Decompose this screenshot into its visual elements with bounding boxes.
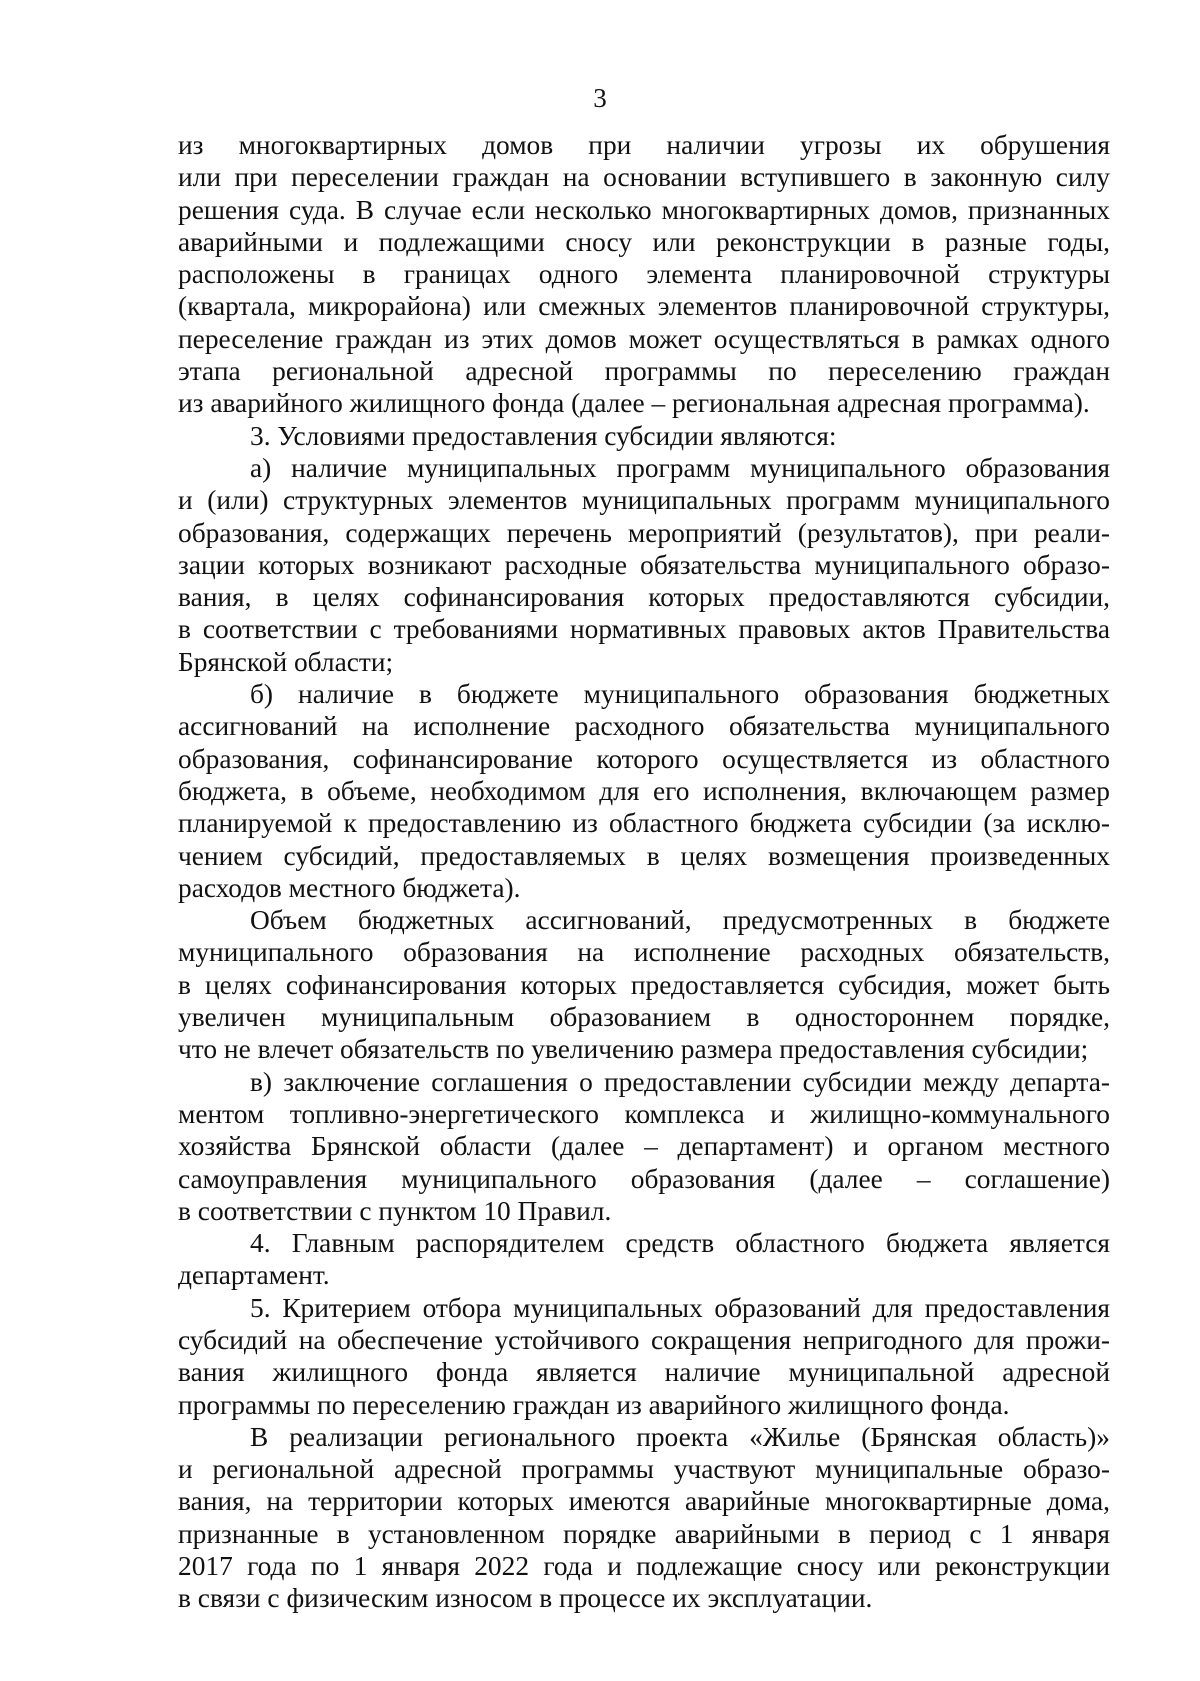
text-line: чением субсидий, предоставляемых в целях возмещения произведенных	[178, 840, 1110, 871]
text-line: что не влечет обязательств по увеличению размера предоставления субсидии;	[178, 1034, 1089, 1065]
text-line: из аварийного жилищного фонда (далее – региональная адресная программа).	[178, 388, 1090, 419]
text-line: самоуправления муниципального образования (далее – соглашение)	[178, 1163, 1110, 1194]
text-line: из многоквартирных домов при наличии угрозы их обрушения	[178, 130, 1110, 160]
text-line: в целях софинансирования которых предоставляется субсидия, может быть	[178, 969, 1110, 1000]
text-line: или при переселении граждан на основании вступившего в законную силу	[178, 162, 1110, 193]
text-line: вания, на территории которых имеются аварийные многоквартирные дома,	[178, 1486, 1110, 1517]
text-line: увеличен муниципальным образованием в одностороннем порядке,	[178, 1002, 1110, 1033]
text-line: решения суда. В случае если несколько многоквартирных домов, признанных	[178, 194, 1110, 225]
text-line: б) наличие в бюджете муниципального образования бюджетных	[250, 679, 1110, 710]
text-line: ассигнований на исполнение расходного обязательства муниципального	[178, 711, 1110, 742]
page-number: 3	[593, 83, 607, 113]
text-line: 2017 года по 1 января 2022 года и подлежащие сносу или реконструкции	[178, 1551, 1110, 1582]
text-line: и (или) структурных элементов муниципальных программ муниципального	[178, 485, 1110, 516]
text-line: расходов местного бюджета).	[178, 872, 521, 903]
text-line: (квартала, микрорайона) или смежных элементов планировочной структуры,	[178, 291, 1110, 322]
text-line: Брянской области;	[178, 646, 394, 677]
text-line: Объем бюджетных ассигнований, предусмотренных в бюджете	[250, 905, 1110, 936]
text-line: и региональной адресной программы участвуют муниципальные образо-	[178, 1454, 1110, 1485]
text-line: 5. Критерием отбора муниципальных образований для предоставления	[250, 1292, 1110, 1323]
text-line: расположены в границах одного элемента планировочной структуры	[178, 259, 1110, 290]
text-line: департамент.	[178, 1260, 330, 1291]
text-line: признанные в установленном порядке аварийными в период с 1 января	[178, 1518, 1110, 1549]
text-line: муниципального образования на исполнение расходных обязательств,	[178, 937, 1110, 968]
text-line: образования, содержащих перечень мероприятий (результатов), при реали-	[178, 517, 1110, 548]
text-line: в соответствии с пунктом 10 Правил.	[178, 1195, 612, 1226]
text-line: переселение граждан из этих домов может осуществляться в рамках одного	[178, 323, 1110, 354]
text-line: вания, в целях софинансирования которых предоставляются субсидии,	[178, 582, 1110, 613]
text-line: 3. Условиями предоставления субсидии являются:	[250, 420, 837, 451]
text-line: образования, софинансирование которого осуществляется из областного	[178, 743, 1110, 774]
text-line: этапа региональной адресной программы по переселению граждан	[178, 356, 1110, 387]
text-line: ментом топливно-энергетического комплекса и жилищно-коммунального	[178, 1098, 1110, 1129]
text-line: вания жилищного фонда является наличие муниципальной адресной	[178, 1357, 1110, 1388]
text-line: в связи с физическим износом в процессе их эксплуатации.	[178, 1583, 873, 1614]
text-line: аварийными и подлежащими сносу или реконструкции в разные годы,	[178, 226, 1110, 257]
text-line: зации которых возникают расходные обязательства муниципального образо-	[178, 549, 1110, 580]
text-line: планируемой к предоставлению из областного бюджета субсидии (за исклю-	[178, 808, 1110, 839]
text-line: в) заключение соглашения о предоставлении субсидии между департа-	[250, 1066, 1110, 1097]
text-line: субсидий на обеспечение устойчивого сокращения непригодного для прожи-	[178, 1324, 1110, 1355]
text-line: хозяйства Брянской области (далее – департамент) и органом местного	[178, 1131, 1110, 1162]
body-text	[178, 129, 1110, 1615]
text-line: В реализации регионального проекта «Жилье (Брянская область)»	[250, 1421, 1110, 1452]
text-line: а) наличие муниципальных программ муниципального образования	[250, 452, 1110, 483]
text-line: бюджета, в объеме, необходимом для его исполнения, включающем размер	[178, 775, 1110, 806]
text-line: в соответствии с требованиями нормативных правовых актов Правительства	[178, 614, 1110, 645]
text-line: программы по переселению граждан из аварийного жилищного фонда.	[178, 1389, 1010, 1420]
text-line: 4. Главным распорядителем средств областного бюджета является	[250, 1228, 1110, 1259]
